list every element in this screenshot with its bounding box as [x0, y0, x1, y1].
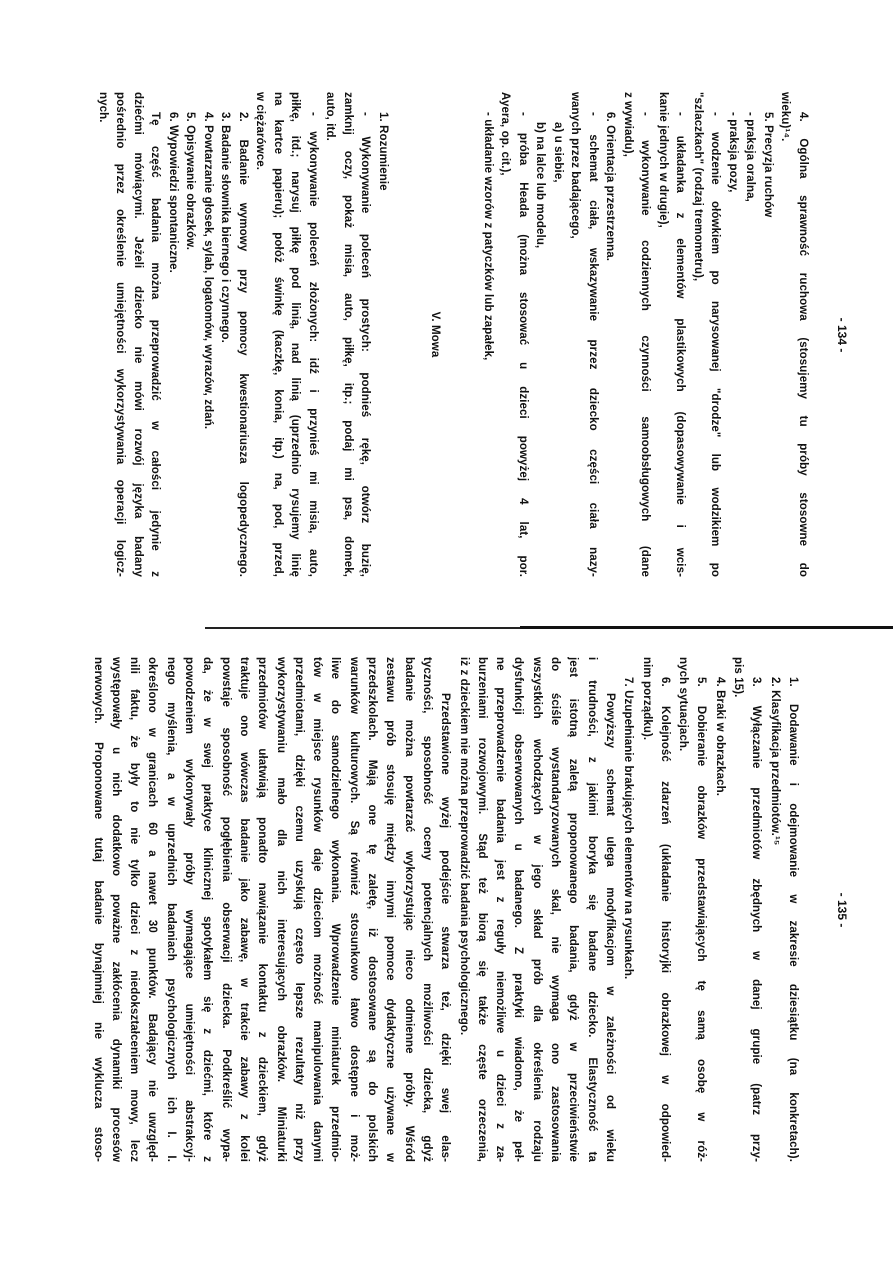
text-line: jest istotną zaletą proponowanego badania, gdyż w przeciwieństwie [567, 657, 580, 1162]
text-line: - schemat ciała, wskazywanie przez dziecko części ciała nazy- [587, 112, 599, 577]
text-line: 2. Badanie wymowy przy pomocy kwestionariusza logopedycznego. [237, 112, 249, 577]
text-line: da, że w swej praktyce klinicznej spotykałem się z dziećmi, które z [201, 657, 214, 1162]
page-number: - 134 - [835, 317, 849, 353]
text-line: nili faktu, że były to nie tylko dzieci z niedokształceniem mowy, lecz [128, 657, 141, 1162]
text-line: występowały u nich dodatkowo poważne zakłócenia dynamiki procesów [109, 657, 122, 1162]
text-line: z wywiadu), [622, 92, 634, 157]
text-line: powstaje sposobność pogłębienia obserwacji dziecka. Podkreślić wypa- [219, 657, 232, 1162]
text-line: 4. Powtarzanie głosek, sylab, logatomów, wyrazów, zdań. [202, 112, 214, 430]
text-line: iż z dzieckiem nie można przeprowadzić badania psychologicznego. [457, 657, 470, 1036]
text-line: 4. Braki w obrazkach. [713, 677, 726, 797]
text-line: traktuje ono wówczas badanie jako zabawę, w trakcie zabawy z kolei [238, 657, 250, 1162]
text-line: 2. Klasyfikacja przedmiotów.¹⁵ [768, 677, 781, 846]
text-line: 3. Badanie słownika biernego i czynnego. [219, 112, 232, 343]
text-line: wieku)¹⁴. [779, 92, 792, 142]
text-line: zamknij oczy, pokaż misia, auto, piłkę, itp.; podaj mi psa, domek, [342, 92, 354, 577]
text-line: a) u siebie, [552, 122, 564, 183]
text-line: - wodzenie ołówkiem po narysowanej "drodze" lub wodzikiem po [709, 112, 722, 577]
text-line: pośrednio przez określenie umiejętności wykorzystywania operacji logicz- [114, 92, 127, 577]
text-line: tyczności, sposobność oceny potencjalnych możliwości dziecka, gdyż [421, 657, 433, 1162]
text-line: tów w miejsce rysunków daje dzieciom możność manipulowania danymi [311, 657, 324, 1162]
text-line: 5. Precyzja ruchów [762, 112, 774, 218]
text-line: - układanka z elementów plastikowych (dopasowywanie i wcis- [674, 112, 687, 577]
text-line: Tę część badania można przeprowadzić w całości jedynie z [149, 112, 162, 577]
text-line: - wykonywanie codziennych czynności samoobsługowych (dane [639, 112, 652, 577]
text-line: nych. [97, 92, 109, 123]
text-line: 6. Orientacja przestrzenna. [604, 112, 617, 262]
page-number: - 135 - [835, 892, 849, 928]
text-line: 4. Ogólna sprawność ruchowa (stosujemy tu próby stosowne do [797, 112, 809, 577]
text-line: "szlaczkach" (rodzaj tremometru), [692, 92, 704, 282]
page-135 [60, 650, 860, 1170]
text-line: - Wykonywanie poleceń prostych: podnieś rękę, otwórz buzię, [359, 112, 372, 577]
text-line: nego myślenia, a w uprzednich badaniach psychologicznych ich I. I. [164, 657, 177, 1162]
text-line: 6. Wypowiedzi spontaniczne. [167, 112, 179, 273]
text-line: przedszkolach. Mają one tę zaletę, iż dostosowane są do polskich [366, 657, 379, 1162]
text-line: - praksja pozy, [727, 112, 739, 193]
text-line: nerwowych. Proponowane tutaj badanie bynajmniej nie wyklucza stoso- [91, 657, 104, 1162]
text-line: 1. Rozumienie [377, 112, 389, 191]
text-line: nych sytuacjach. [677, 657, 690, 752]
text-line: przedmiotami, dzięki czemu uzyskują często lepsze rezultaty niż przy [292, 657, 305, 1162]
text-line: auto, itd. [324, 92, 337, 141]
text-line: Ayera, op. cit.), [499, 92, 512, 176]
text-line: Przedstawione wyżej podejście stwarza też, dzięki swej elas- [439, 693, 452, 1162]
text-line: określono w granicach 60 a nawet 30 punktów. Badający nie uwzględ- [146, 657, 159, 1162]
text-line: powodzeniem wykonywały próby wymagające umiejętności abstrakcyj- [183, 657, 196, 1162]
text-line: kanie jednych w drugie), [657, 92, 669, 228]
text-line: 3. Wyłączanie przedmiotów zbędnych w danej grupie (patrz przy- [750, 677, 763, 1162]
section-heading: V. Mowa [429, 311, 442, 358]
page-divider-shadow [520, 626, 893, 629]
text-line: 1. Dodawanie i odejmowanie w zakresie dziesiątku (na konkretach). [787, 677, 799, 1162]
text-line: - układanie wzorów z patyczków lub zapałek, [482, 112, 494, 361]
text-line: dziećmi mówiącymi. Jeżeli dziecko nie mówi rozwój języka badany [132, 92, 144, 577]
text-line: - wykonywanie poleceń złożonych: idź i przynieś mi misia, auto, [307, 112, 319, 577]
text-line: badanie można powtarzać wykorzystując nieco odmienne próby. Wśród [402, 657, 415, 1162]
text-line: zestawu prób stosuję między innymi pomoce dydaktyczne używane w [384, 657, 397, 1162]
text-line: na kartce papieru); połóż świnkę (kaczkę, konia, itp.) na, pod, przed, [272, 92, 284, 577]
text-line: warunków kulturowych. Są również stosunkowo łatwo dostępne i moż- [347, 657, 360, 1162]
text-line: Powyższy schemat ulega modyfikacjom w zależności od wieku [604, 693, 616, 1162]
text-line: ne przeprowadzenie badania jest z reguły niemożliwe u dzieci z za- [494, 657, 507, 1162]
text-line: - praksja oralna, [744, 112, 757, 202]
text-line: przedmiotów ułatwiają ponadto nawiązanie kontaktu z dzieckiem, gdyż [256, 657, 269, 1162]
text-line: wszystkich wchodzących w jego skład prób dla określenia rodzaju [530, 657, 543, 1162]
text-line: nim porządku). [640, 657, 653, 741]
text-line: burzeniami rozwojowymi. Stąd też biorą się także częste orzeczenia, [475, 657, 488, 1162]
text-line: wykorzystywaniu mało dla nich interesujących obrazków. Miniaturki [274, 657, 287, 1162]
text-line: pis 15). [732, 657, 745, 698]
text-line: 6. Kolejność zdarzeń (układanie historyjki obrazkowej w odpowied- [658, 677, 671, 1162]
text-line: piłkę, itd.; narysuj piłkę pod linią, nad linią (uprzednio rysujemy linię [289, 92, 302, 577]
text-line: 5. Dobieranie obrazków przedstawiających tę samą osobę w róż- [695, 677, 708, 1162]
text-line: dysfunkcji obserwowanych u badanego. Z praktyki wiadomo, że peł- [512, 657, 525, 1162]
text-line: - próba Heada (można stosować u dzieci powyżej 4 lat, por. [517, 112, 529, 577]
text-line: liwe do samodzielnego wykonania. Wprowadzenie miniaturek przedmio- [329, 657, 342, 1162]
text-line: do ściśle wystandaryzowanych skal, nie wymaga ono zastosowania [549, 657, 562, 1162]
text-line: w ciężarówce. [254, 92, 267, 171]
text-line: 5. Opisywanie obrazków. [184, 112, 197, 250]
text-line: b) na lalce lub modelu, [534, 122, 547, 249]
text-line: wanych przez badającego, [569, 92, 582, 239]
page-134 [60, 85, 860, 585]
text-line: i trudności, z jakimi boryka się badane dziecko. Elastyczność ta [585, 657, 598, 1162]
text-line: 7. Uzupełnianie brakujących elementów na rysunkach. [622, 677, 635, 980]
